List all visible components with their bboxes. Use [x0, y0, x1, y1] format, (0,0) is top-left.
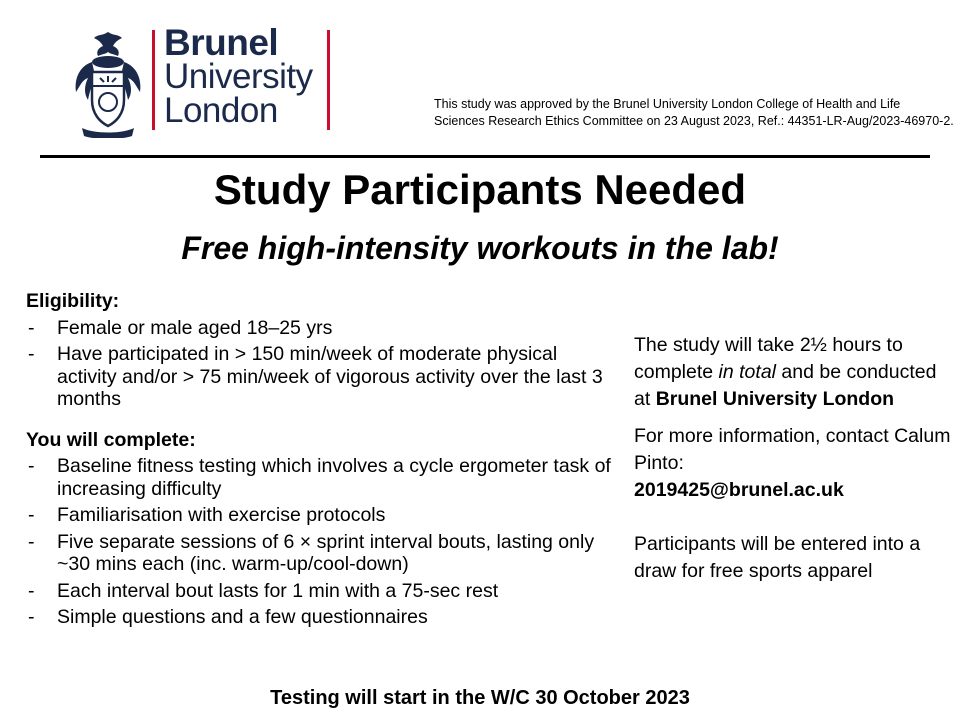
- contact-text: For more information, contact Calum Pinto:: [634, 425, 951, 474]
- ethics-approval-note: This study was approved by the Brunel University London College of Health and Life Sciences Research Ethics Committee on 23 August 2023, Ref.: 44351-LR-Aug/2023-46970-2.: [434, 97, 954, 128]
- logo-divider-left: [152, 30, 155, 130]
- logo-line-london: London: [164, 91, 278, 130]
- list-item: - Baseline fitness testing which involves a cycle ergometer task of increasing difficulty: [26, 455, 616, 500]
- page-subtitle: Free high-intensity workouts in the lab!: [181, 230, 779, 266]
- list-item: - Familiarisation with exercise protocols: [26, 504, 616, 527]
- draw-text: Participants will be entered into a draw for free sports apparel: [634, 533, 921, 582]
- duration-mid: and be conducted at: [634, 361, 937, 410]
- info-column: [634, 332, 954, 585]
- university-logo-text: [164, 22, 313, 130]
- duration-emphasis: in total: [718, 361, 776, 383]
- eligibility-list: [26, 317, 616, 411]
- university-crest-icon: [68, 28, 148, 138]
- logo-line-university: University: [164, 57, 313, 96]
- list-item: - Simple questions and a few questionnaires: [26, 606, 616, 629]
- list-item: - Each interval bout lasts for 1 min with a 75-sec rest: [26, 580, 616, 603]
- testing-start-footer: Testing will start in the W/C 30 October 2023: [270, 687, 690, 709]
- complete-heading: You will complete:: [26, 428, 196, 451]
- header-divider: [40, 155, 930, 158]
- logo-line-brunel: Brunel: [164, 22, 279, 63]
- study-location: Brunel University London: [655, 388, 895, 410]
- eligibility-heading: Eligibility:: [26, 290, 120, 312]
- duration-pre: The study will take 2½ hours to complete: [634, 334, 903, 383]
- requirements-column: [26, 290, 616, 633]
- duration-text: [634, 332, 954, 413]
- list-item: - Five separate sessions of 6 × sprint interval bouts, lasting only ~30 mins each (inc. warm-up/cool-down): [26, 531, 616, 576]
- complete-list: [26, 455, 616, 629]
- logo-divider-right: [327, 30, 330, 130]
- page-title: Study Participants Needed: [213, 166, 747, 213]
- contact-email-link[interactable]: 2019425@brunel.ac.uk: [634, 479, 844, 501]
- list-item: - Female or male aged 18–25 yrs: [26, 317, 616, 340]
- list-item: - Have participated in > 150 min/week of moderate physical activity and/or > 75 min/week of vigorous activity over the last 3 months: [26, 343, 616, 411]
